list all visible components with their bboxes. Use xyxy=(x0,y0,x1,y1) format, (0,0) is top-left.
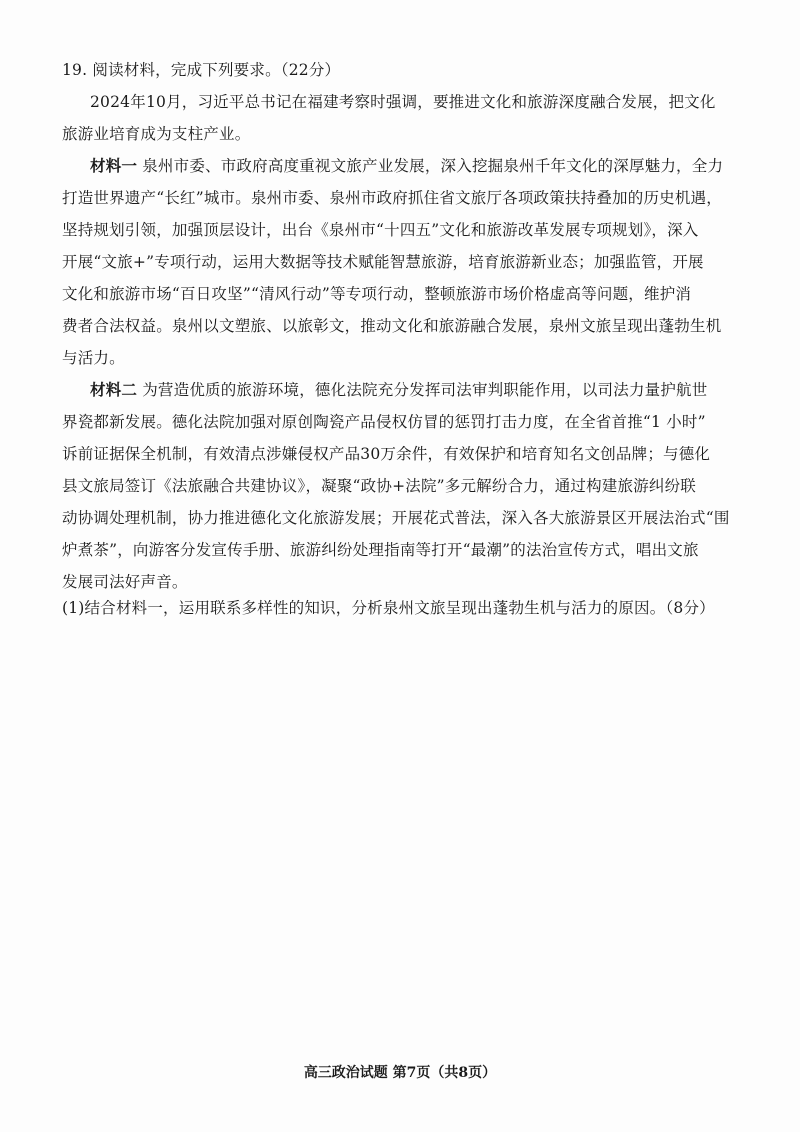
material1-line-7: 与活力。 xyxy=(62,349,125,367)
sub-question-1: (1)结合材料一，运用联系多样性的知识，分析泉州文旅呈现出蓬勃生机与活力的原因。（8分） xyxy=(62,599,715,617)
material1-line-3: 坚持规划引领，加强顶层设计，出台《泉州市“十四五”文化和旅游改革发展专项规划》，深入 xyxy=(62,221,699,239)
material2-line-4: 县文旅局签订《法旅融合共建协议》，凝聚“政协+法院”多元解纷合力，通过构建旅游纠纷联 xyxy=(62,477,696,495)
material1-line-4: 开展“文旅+”专项行动，运用大数据等技术赋能智慧旅游，培育旅游新业态；加强监管，开展 xyxy=(62,253,704,271)
material2-line-5: 动协调处理机制，协力推进德化文化旅游发展；开展花式普法，深入各大旅游景区开展法治式“围 xyxy=(62,509,730,527)
material1-line-6: 费者合法权益。泉州以文塑旅、以旅彰文，推动文化和旅游融合发展，泉州文旅呈现出蓬勃生机 xyxy=(62,317,722,335)
answer-area[interactable] xyxy=(60,620,750,1040)
material2-label: 材料二 xyxy=(90,380,138,399)
material1-text-1: 泉州市委、市政府高度重视文旅产业发展，深入挖掘泉州千年文化的深厚魅力，全力 xyxy=(137,157,724,175)
question-header: 19. 阅读材料，完成下列要求。（22分） xyxy=(62,61,341,79)
material1-label: 材料一 xyxy=(90,156,138,175)
material2-line-6: 炉煮茶”，向游客分发宣传手册、旅游纠纷处理指南等打开“最潮”的法治宣传方式，唱出文旅 xyxy=(62,541,699,559)
material2-line-2: 界瓷都新发展。德化法院加强对原创陶瓷产品侵权仿冒的惩罚打击力度，在全省首推“1 小时” xyxy=(62,413,706,431)
material2-line-1 xyxy=(90,380,707,400)
material1-line-2: 打造世界遗产“长红”城市。泉州市委、泉州市政府抓住省文旅厅各项政策扶持叠加的历史机遇， xyxy=(62,189,722,207)
material2-line-3: 诉前证据保全机制，有效清点涉嫌侵权产品30万余件，有效保护和培育知名文创品牌；与德化 xyxy=(62,445,711,463)
intro-line-1: 2024年10月，习近平总书记在福建考察时强调，要推进文化和旅游深度融合发展，把文化 xyxy=(90,93,716,111)
page-footer: 高三政治试题 第7页（共8页） xyxy=(303,1065,497,1081)
intro-line-2: 旅游业培育成为支柱产业。 xyxy=(62,125,251,143)
material2-line-7: 发展司法好声音。 xyxy=(62,573,188,591)
material1-line-1 xyxy=(90,156,723,176)
material1-line-5: 文化和旅游市场“百日攻坚”“清风行动”等专项行动，整顿旅游市场价格虚高等问题，维护消 xyxy=(62,285,692,303)
material2-text-1: 为营造优质的旅游环境，德化法院充分发挥司法审判职能作用，以司法力量护航世 xyxy=(137,381,708,399)
